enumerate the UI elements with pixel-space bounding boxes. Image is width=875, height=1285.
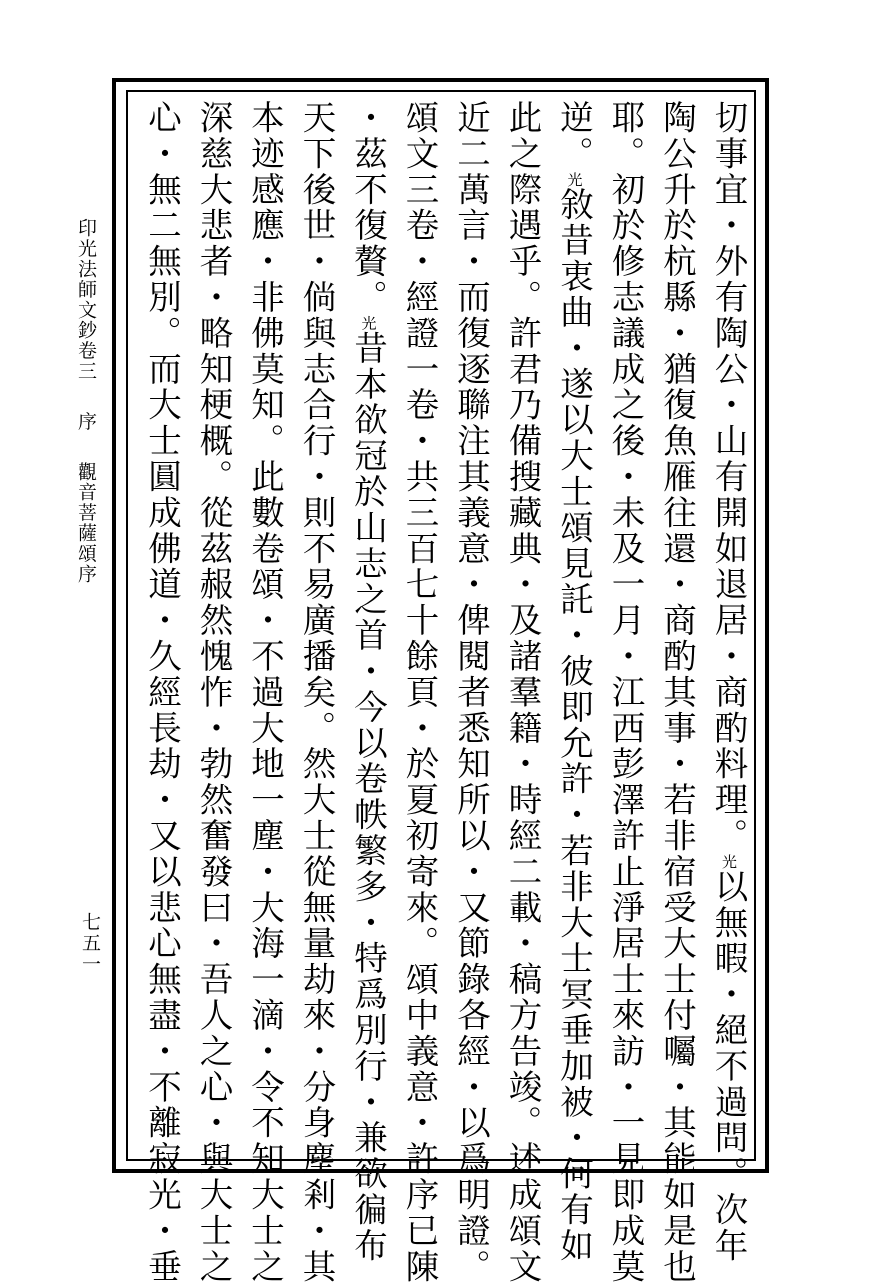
self-reference-mark: 光 (720, 853, 738, 869)
text-column (703, 100, 755, 1264)
column-text: 敘昔衷曲・遂以大士頌見託・彼即允許・若非大士冥垂加被・何有如 (554, 186, 594, 1264)
column-text: 天下後世・倘與志合行・則不易廣播矣。然大士從無量劫來・分身塵剎・其 (297, 100, 336, 1285)
text-column (497, 100, 549, 1285)
text-column (342, 100, 394, 1264)
column-text: 深慈大悲者・略知梗概。從茲赧然愧怍・勃然奮發曰・吾人之心・與大士之 (194, 100, 233, 1285)
text-column (651, 100, 703, 1285)
chapter-title: 觀音菩薩頌序 (75, 461, 97, 585)
body-text (132, 100, 754, 1285)
self-reference-mark: 光 (359, 315, 378, 331)
column-text: 本迹感應・非佛莫知。此數卷頌・不過大地一塵・大海一滴・令不知大士之 (245, 100, 285, 1285)
column-text: 近二萬言・而復逐聯注其義意・俾閱者悉知所以・又節錄各經・以爲明證。 (451, 100, 491, 1285)
text-column (136, 100, 188, 1285)
column-text: 昔本欲冠於山志之首・今以卷帙繁多・特爲別行・兼欲徧布 (348, 330, 388, 1264)
column-text: ・茲不復贅。 (348, 100, 388, 316)
column-text: 頌文三卷・經證一卷・共三百七十餘頁・於夏初寄來。頌中義意・許序已陳 (400, 100, 439, 1285)
column-text: 以無暇・絕不過問。次年 (709, 868, 748, 1264)
column-text: 此之際遇乎。許君乃備搜藏典・及諸羣籍・時經二載・稿方告竣。述成頌文 (503, 100, 542, 1285)
column-text: 陶公升於杭縣・猶復魚雁往還・商酌其事・若非宿受大士付囑・其能如是也 (657, 100, 697, 1285)
text-column (600, 100, 652, 1285)
page-number: 七五一 (79, 912, 101, 975)
text-column (291, 100, 343, 1285)
column-text: 逆。 (554, 100, 594, 172)
column-text: 心・無二無別。而大士圓成佛道・久經長劫・又以悲心無盡・不離寂光・垂 (142, 100, 182, 1285)
self-reference-mark: 光 (565, 171, 584, 187)
text-column (394, 100, 446, 1285)
book-title: 印光法師文鈔卷三 (75, 218, 97, 382)
section-label: 序 (75, 411, 97, 432)
text-column (548, 100, 600, 1264)
running-header (74, 218, 98, 584)
column-text: 耶。初於修志議成之後・未及一月・江西彭澤許止淨居士來訪・一見即成莫 (606, 100, 645, 1285)
text-column (239, 100, 291, 1285)
text-column (188, 100, 240, 1285)
column-text: 切事宜・外有陶公・山有開如退居・商酌料理。 (709, 100, 748, 854)
text-column (445, 100, 497, 1285)
